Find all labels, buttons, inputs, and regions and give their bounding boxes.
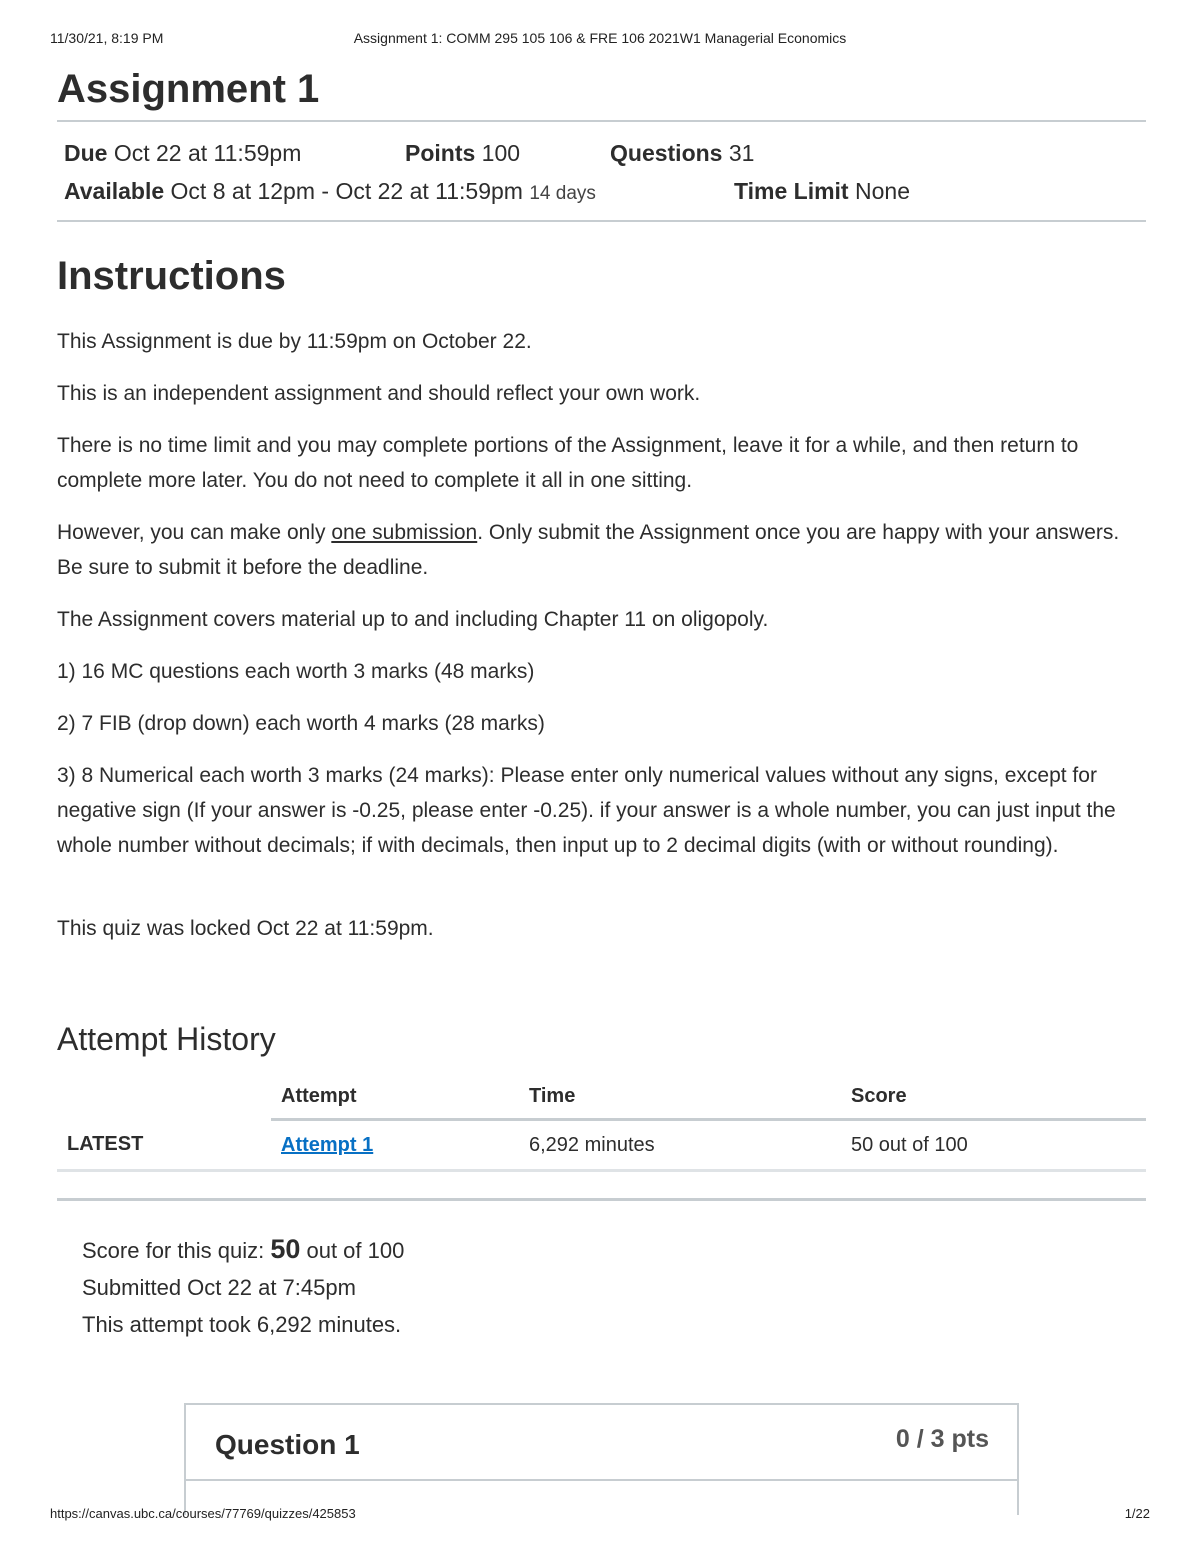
quiz-details — [57, 122, 1146, 220]
due-value: Oct 22 at 11:59pm — [113, 140, 302, 166]
quiz-score-line — [82, 1231, 1146, 1269]
time-limit-value: None — [855, 178, 910, 204]
score-suffix: out of 100 — [300, 1238, 405, 1263]
column-header-score: Score — [841, 1076, 1146, 1120]
time-limit-label: Time Limit — [734, 178, 849, 204]
instructions-paragraph: This is an independent assignment and should reflect your own work. — [57, 382, 701, 405]
attempt-cell — [271, 1120, 519, 1171]
score-prefix: Score for this quiz: — [82, 1238, 271, 1263]
attempt-history-table — [57, 1076, 1146, 1172]
column-header — [57, 1076, 271, 1120]
score-value: 50 — [270, 1234, 301, 1264]
page-number: 1/22 — [1124, 1506, 1150, 1521]
points-field — [405, 134, 520, 172]
main-content — [57, 64, 1146, 1343]
time-limit-field — [734, 172, 910, 210]
due-label: Due — [64, 140, 108, 166]
print-date: 11/30/21, 8:19 PM — [50, 30, 164, 46]
available-value: Oct 8 at 12pm - Oct 22 at 11:59pm — [170, 178, 523, 204]
attempt-duration: This attempt took 6,292 minutes. — [82, 1312, 402, 1337]
instructions-paragraph — [57, 515, 1146, 585]
instructions-paragraph: 1) 16 MC questions each worth 3 marks (48 marks) — [57, 660, 535, 683]
latest-label: LATEST — [57, 1120, 271, 1171]
question-title: Question 1 — [215, 1429, 360, 1460]
available-days: 14 days — [529, 183, 596, 204]
quiz-locked-note: This quiz was locked Oct 22 at 11:59pm. — [57, 917, 434, 940]
page-title: Assignment 1 — [57, 67, 320, 111]
divider — [57, 220, 1146, 222]
table-row — [57, 1120, 1146, 1171]
available-label: Available — [64, 178, 165, 204]
instructions-paragraph: The Assignment covers material up to and including Chapter 11 on oligopoly. — [57, 608, 769, 631]
print-page-title: Assignment 1: COMM 295 105 106 & FRE 106 2021W1 Managerial Economics — [353, 30, 847, 46]
instructions-heading: Instructions — [57, 254, 286, 298]
details-row-1 — [64, 134, 1139, 172]
print-header — [50, 30, 1150, 50]
questions-label: Questions — [610, 140, 723, 166]
available-field — [64, 172, 596, 213]
due-field — [64, 134, 301, 172]
question-card — [184, 1403, 1019, 1515]
points-value: 100 — [481, 140, 521, 166]
instructions-paragraph: 2) 7 FIB (drop down) each worth 4 marks (28 marks) — [57, 712, 545, 735]
points-label: Points — [405, 140, 476, 166]
time-cell: 6,292 minutes — [519, 1120, 841, 1171]
one-submission-emphasis: one submission — [331, 521, 478, 544]
column-header-attempt: Attempt — [271, 1076, 519, 1120]
questions-value: 31 — [728, 140, 755, 166]
instructions-body — [57, 324, 1146, 863]
attempt-1-link[interactable]: Attempt 1 — [281, 1133, 374, 1156]
submitted-time: Submitted Oct 22 at 7:45pm — [82, 1275, 356, 1300]
details-row-2 — [64, 172, 1139, 210]
table-header-row — [57, 1076, 1146, 1120]
question-points: 0 / 3 pts — [895, 1425, 989, 1453]
attempt-history-heading: Attempt History — [57, 1021, 276, 1057]
instructions-paragraph: 3) 8 Numerical each worth 3 marks (24 marks): Please enter only numerical values without any signs, except for negative sign (If your answer is -0.25, please enter -0.25). if your answer is a whole number, you can just input the whole number without decimals; if with decimals, then input up to 2 decimal digits (with or without rounding). — [57, 764, 1116, 857]
score-summary — [57, 1201, 1146, 1343]
question-header — [186, 1405, 1017, 1481]
instructions-paragraph: There is no time limit and you may complete portions of the Assignment, leave it for a while, and then return to complete more later. You do not need to complete it all in one sitting. — [57, 434, 1079, 492]
instructions-paragraph: This Assignment is due by 11:59pm on October 22. — [57, 330, 532, 353]
score-cell: 50 out of 100 — [841, 1120, 1146, 1171]
page-url: https://canvas.ubc.ca/courses/77769/quizzes/425853 — [50, 1506, 356, 1521]
instructions-text: . Only submit the Assignment once you are happy with your answers. Be sure to submit it before the deadline. — [57, 521, 1120, 579]
column-header-time: Time — [519, 1076, 841, 1120]
questions-field — [610, 134, 754, 172]
instructions-text: However, you can make only — [57, 521, 332, 544]
